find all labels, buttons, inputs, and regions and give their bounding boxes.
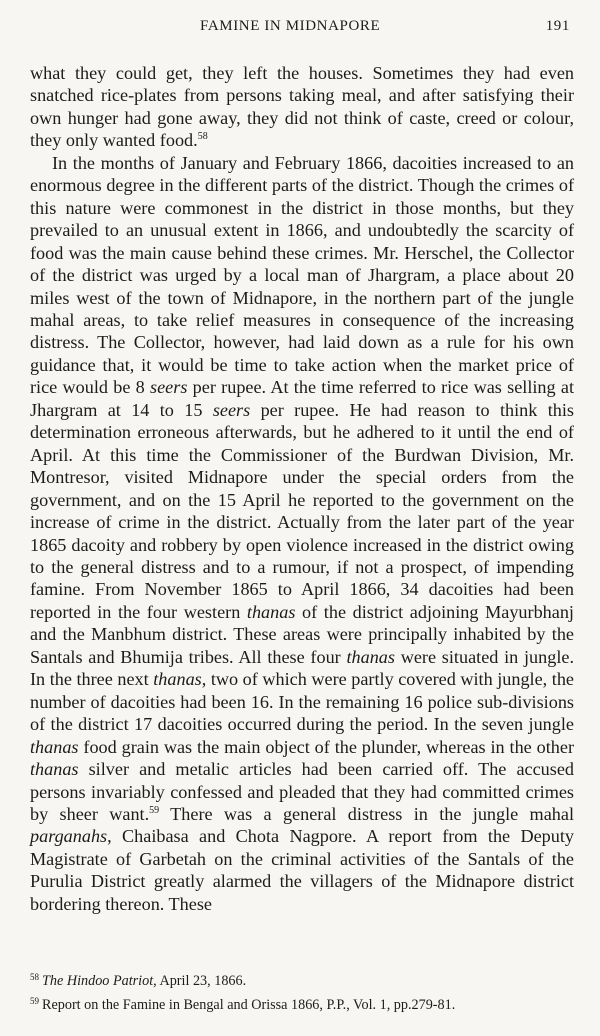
paragraph-text: In the months of January and February 1866, dacoities increased to an enormous degree in the different parts of the district. Though the crimes of this nature were commonest in the district in those months, but they prevailed to an unusual extent in 1866, and undoubtedly the scarcity of food was the main cause behind these crimes. Mr. Herschel, the Collector of the district was urged by a local man of Jhargram, a place about 20 miles west of the town of Midnapore, in the northern part of the jungle mahal areas, to take relief measures in consequence of the increasing distress. The Collector, however, had laid down as a rule for his own guidance that, it would be time to take action when the market price of rice would be 8 bbox=[30, 152, 574, 398]
running-title: FAMINE IN MIDNAPORE bbox=[200, 18, 381, 34]
paragraph-text: food grain was the main object of the plunder, whereas in the other bbox=[78, 736, 574, 757]
footnote-58 bbox=[30, 967, 574, 991]
running-head bbox=[30, 14, 570, 36]
paragraph-text: were situated in jungle. In the three next bbox=[30, 646, 574, 690]
footnote-text: , April 23, 1866. bbox=[153, 973, 247, 989]
italic-term: parganahs bbox=[30, 826, 108, 847]
footnotes bbox=[30, 967, 574, 1015]
paragraph-text: There was a general distress in the jungle mahal bbox=[159, 803, 574, 824]
footnote-ref-59: 59 bbox=[149, 804, 160, 816]
italic-term: thanas bbox=[246, 601, 296, 622]
italic-term: thanas bbox=[30, 736, 79, 757]
body-text bbox=[30, 62, 574, 915]
paragraph-text: what they could get, they left the houses. Sometimes they had even snatched rice-plates from persons taking meal, and after satisfying their own hunger had gone away, they did not think of caste, creed or colour, they only wanted food. bbox=[30, 63, 574, 151]
paragraph-text: , two of which were partly covered with jungle, the number of dacoities had been 16. In the remaining 16 police sub-divisions of the district 17 dacoities occurred during the period. In the seven jungle bbox=[30, 669, 574, 735]
paragraph-dacoities bbox=[30, 152, 574, 915]
footnote-title: The Hindoo Patriot bbox=[42, 973, 154, 989]
paragraph-continued bbox=[30, 62, 574, 152]
paragraph-text: per rupee. He had reason to think this determination erroneous afterwards, but he adhered to it until the end of April. At this time the Commissioner of the Burdwan Division, Mr. Montresor, visited Midnapore under the special orders from the government, and on the 15 April he reported to the government on the increase of crime in the district. Actually from the later part of the year 1865 dacoity and robbery by open violence increased in the district owing to the general distress and to a rumour, if not a prospect, of impending famine. From November 1865 to April 1866, 34 dacoities had been reported in the four western bbox=[30, 399, 575, 622]
italic-term: thanas bbox=[153, 669, 202, 690]
paragraph-text: per rupee. At the time referred to rice was selling at Jhargram at 14 to 15 bbox=[30, 377, 575, 420]
footnote-number: 59 bbox=[30, 996, 39, 1006]
footnote-ref-58: 58 bbox=[197, 131, 208, 143]
footnote-59 bbox=[30, 991, 574, 1015]
footnote-number: 58 bbox=[30, 972, 39, 982]
paragraph-text: , Chaibasa and Chota Nagpore. A report from the Deputy Magistrate of Garbetah on the criminal activities of the Santals of the Purulia District greatly alarmed the villagers of the Midnapore district bordering thereon. These bbox=[30, 826, 574, 914]
page-number: 191 bbox=[545, 18, 570, 34]
footnote-text: Report on the Famine in Bengal and Orissa 1866, P.P., Vol. 1, pp.279-81. bbox=[42, 997, 456, 1013]
paragraph-text: silver and metalic articles had been carried off. The accused persons invariably confessed and pleaded that they had committed crimes by sheer want. bbox=[30, 759, 574, 824]
italic-term: seers bbox=[212, 399, 251, 420]
italic-term: thanas bbox=[346, 646, 395, 667]
paragraph-text: of the district adjoining Mayurbhanj and the Manbhum district. These areas were principally inhabited by the Santals and Bhumija tribes. All these four bbox=[30, 601, 574, 667]
italic-term: thanas bbox=[30, 759, 79, 780]
italic-term: seers bbox=[150, 377, 188, 398]
